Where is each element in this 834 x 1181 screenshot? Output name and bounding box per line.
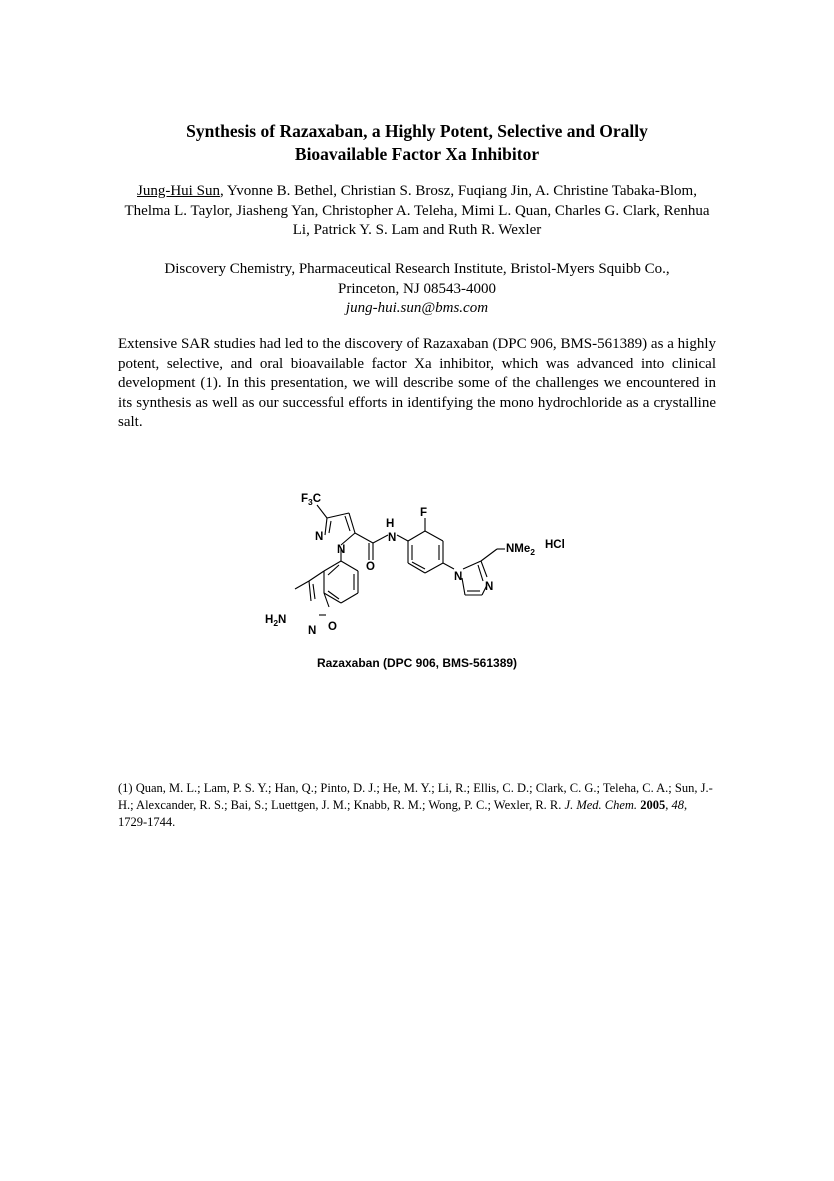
label-pyrazole-n1: N bbox=[337, 544, 346, 556]
reference-pages: , 1729-1744. bbox=[118, 798, 688, 829]
affiliation bbox=[117, 260, 717, 319]
structure-bonds bbox=[295, 505, 505, 615]
title-line-2: Bioavailable Factor Xa Inhibitor bbox=[294, 144, 540, 164]
reference-volume: 48 bbox=[671, 798, 684, 812]
reference-text: (1) Quan, M. L.; Lam, P. S. Y.; Han, Q.; Pinto, D. J.; He, M. Y.; Li, R.; Ellis, C. D.; Clark, C. G.; Teleha, C. A.; Sun, J.-H.; Alexcander, R. S.; Bai, S.; Luettgen, J. M.; Knabb, R. M.; Wong, P. C.; Wexler, R. R. bbox=[118, 781, 713, 812]
reference-year: 2005 bbox=[640, 798, 666, 812]
label-pyrazole-n2: N bbox=[315, 531, 324, 543]
affiliation-line-1: Discovery Chemistry, Pharmaceutical Research Institute, Bristol-Myers Squibb Co., bbox=[164, 261, 670, 277]
label-carbonyl-o: O bbox=[366, 561, 375, 573]
reference-journal: J. Med. Chem. bbox=[564, 798, 638, 812]
label-f3c: $F_3C$ bbox=[301, 493, 322, 507]
co-authors: , Yvonne B. Bethel, Christian S. Brosz, Fuqiang Jin, A. Christine Tabaka-Blom, Thelma L. Taylor, Jiasheng Yan, Christopher A. Teleha, Mimi L. Quan, Charles G. Clark, Renhua Li, Patrick Y. S. Lam and Ruth R. Wexler bbox=[124, 183, 710, 238]
presenting-author: Jung-Hui Sun bbox=[137, 183, 220, 199]
reference-1: (1) Quan, M. L.; Lam, P. S. Y.; Han, Q.; Pinto, D. J.; He, M. Y.; Li, R.; Ellis, C. D.; Clark, C. G.; Teleha, C. A.; Sun, J.-H.; Alexcander, R. S.; Bai, S.; Luettgen, J. M.; Knabb, R. M.; Wong, P. C.; Wexler, R. R. J. Med. Chem. 2005, 48, 1729-1744. bbox=[118, 781, 713, 829]
contact-email: jung-hui.sun@bms.com bbox=[345, 300, 489, 316]
title-line-1: Synthesis of Razaxaban, a Highly Potent, Selective and Orally bbox=[186, 121, 648, 141]
author-list bbox=[117, 182, 717, 241]
label-isoxazole-o: O bbox=[328, 621, 337, 633]
paper-title bbox=[117, 120, 717, 166]
label-imidazole-n3: N bbox=[485, 581, 494, 593]
label-hcl: HCl bbox=[545, 539, 565, 551]
label-nme2: NMe$_2$ bbox=[506, 543, 536, 557]
label-amine: $H_2N$ bbox=[265, 614, 287, 628]
abstract-paragraph: Extensive SAR studies had led to the discovery of Razaxaban (DPC 906, BMS-561389) as a highly potent, selective, and oral bioavailable factor Xa inhibitor, which was advanced into clinical development (1). In this presentation, we will describe some of the challenges we encountered in its synthesis as well as our successful efforts in identifying the mono hydrochloride as a crystalline salt. bbox=[118, 336, 716, 430]
label-amide-n: N bbox=[388, 532, 397, 544]
label-imidazole-n1: N bbox=[454, 571, 463, 583]
label-amide-h: H bbox=[386, 518, 395, 530]
label-isoxazole-n: N bbox=[308, 625, 317, 637]
affiliation-line-2: Princeton, NJ 08543-4000 bbox=[338, 280, 496, 297]
label-fluoro: F bbox=[420, 507, 428, 519]
structure-caption: Razaxaban (DPC 906, BMS-561389) bbox=[316, 656, 518, 670]
razaxaban-structure bbox=[255, 485, 595, 645]
